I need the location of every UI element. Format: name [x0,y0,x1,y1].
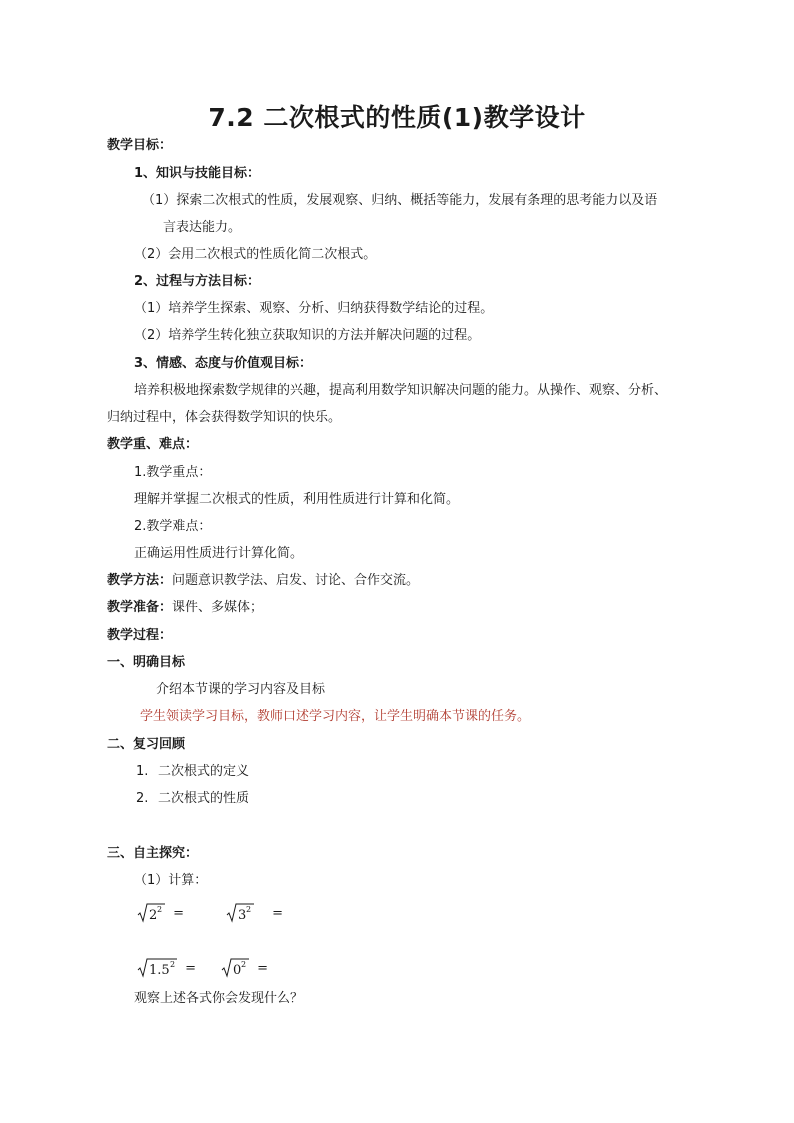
objective-knowledge-heading: 1、知识与技能目标： [134,166,261,181]
objective-knowledge-2: （2）会用二次根式的性质化简二次根式。 [134,247,377,262]
page-title: 7.2 二次根式的性质(1)教学设计 [208,103,586,132]
expr-sqrt-1.5-squared [137,957,196,979]
prep-line [107,599,263,617]
prep-text: 课件、多媒体； [172,600,264,615]
expr-base: 3 [238,908,247,923]
section2-item2-num: 2. [136,791,149,806]
objective-emotion-b: 归纳过程中，体会获得数学知识的快乐。 [107,410,342,425]
expr-exponent: 2 [241,960,247,969]
section3-heading: 三、自主探究： [107,846,199,861]
radical-sign [137,957,177,979]
radical-sign [221,957,249,979]
section2-item2: 二次根式的性质 [158,791,250,806]
expr-base: 0 [233,963,242,978]
section2-heading: 二、复习回顾 [107,737,186,752]
method-text: 问题意识教学法、启发、讨论、合作交流。 [172,573,420,588]
expr-equals: = [185,960,197,976]
section3-calc-label: （1）计算： [134,873,208,888]
expr-exponent: 2 [157,905,163,914]
objective-emotion-heading: 3、情感、态度与价值观目标： [134,356,313,371]
objective-process-heading: 2、过程与方法目标： [134,274,261,289]
method-label: 教学方法： [107,573,173,588]
radical-sign [137,902,165,924]
radical-sign [226,902,254,924]
expr-sqrt-2-squared [137,902,184,924]
objective-knowledge-1b: 言表达能力。 [163,220,242,235]
section1-line1: 介绍本节课的学习内容及目标 [156,682,326,697]
objective-process-1: （1）培养学生探索、观察、分析、归纳获得数学结论的过程。 [134,301,494,316]
expr-exponent: 2 [170,960,176,969]
section1-heading: 一、明确目标 [107,655,186,670]
keypoint-text-2: 正确运用性质进行计算化简。 [134,546,304,561]
objective-emotion-a: 培养积极地探索数学规律的兴趣，提高利用数学知识解决问题的能力。从操作、观察、分析、 [134,383,668,398]
expr-exponent: 2 [246,905,252,914]
expr-sqrt-3-squared [226,902,283,924]
objective-process-2: （2）培养学生转化独立获取知识的方法并解决问题的过程。 [134,328,481,343]
objectives-heading: 教学目标： [107,138,173,153]
expr-equals: = [173,905,185,921]
process-heading: 教学过程： [107,628,173,643]
section3-question: 观察上述各式你会发现什么？ [134,991,304,1006]
keypoint-label-1: 1.教学重点： [134,465,212,480]
expr-sqrt-0-squared [221,957,268,979]
expr-base: 2 [149,908,158,923]
method-line [107,572,419,590]
prep-label: 教学准备： [107,600,173,615]
section1-line2: 学生领读学习目标，教师口述学习内容，让学生明确本节课的任务。 [140,709,531,724]
keypoint-label-2: 2.教学难点： [134,519,212,534]
section2-item1-num: 1. [136,764,149,779]
expr-equals: = [272,905,284,921]
keypoint-text-1: 理解并掌握二次根式的性质，利用性质进行计算和化简。 [134,492,460,507]
expr-equals: = [257,960,269,976]
expr-base: 1.5 [149,963,170,978]
objective-knowledge-1a: （1）探索二次根式的性质，发展观察、归纳、概括等能力，发展有条理的思考能力以及语 [142,193,658,208]
section2-item1: 二次根式的定义 [158,764,250,779]
keypoints-heading: 教学重、难点： [107,437,199,452]
